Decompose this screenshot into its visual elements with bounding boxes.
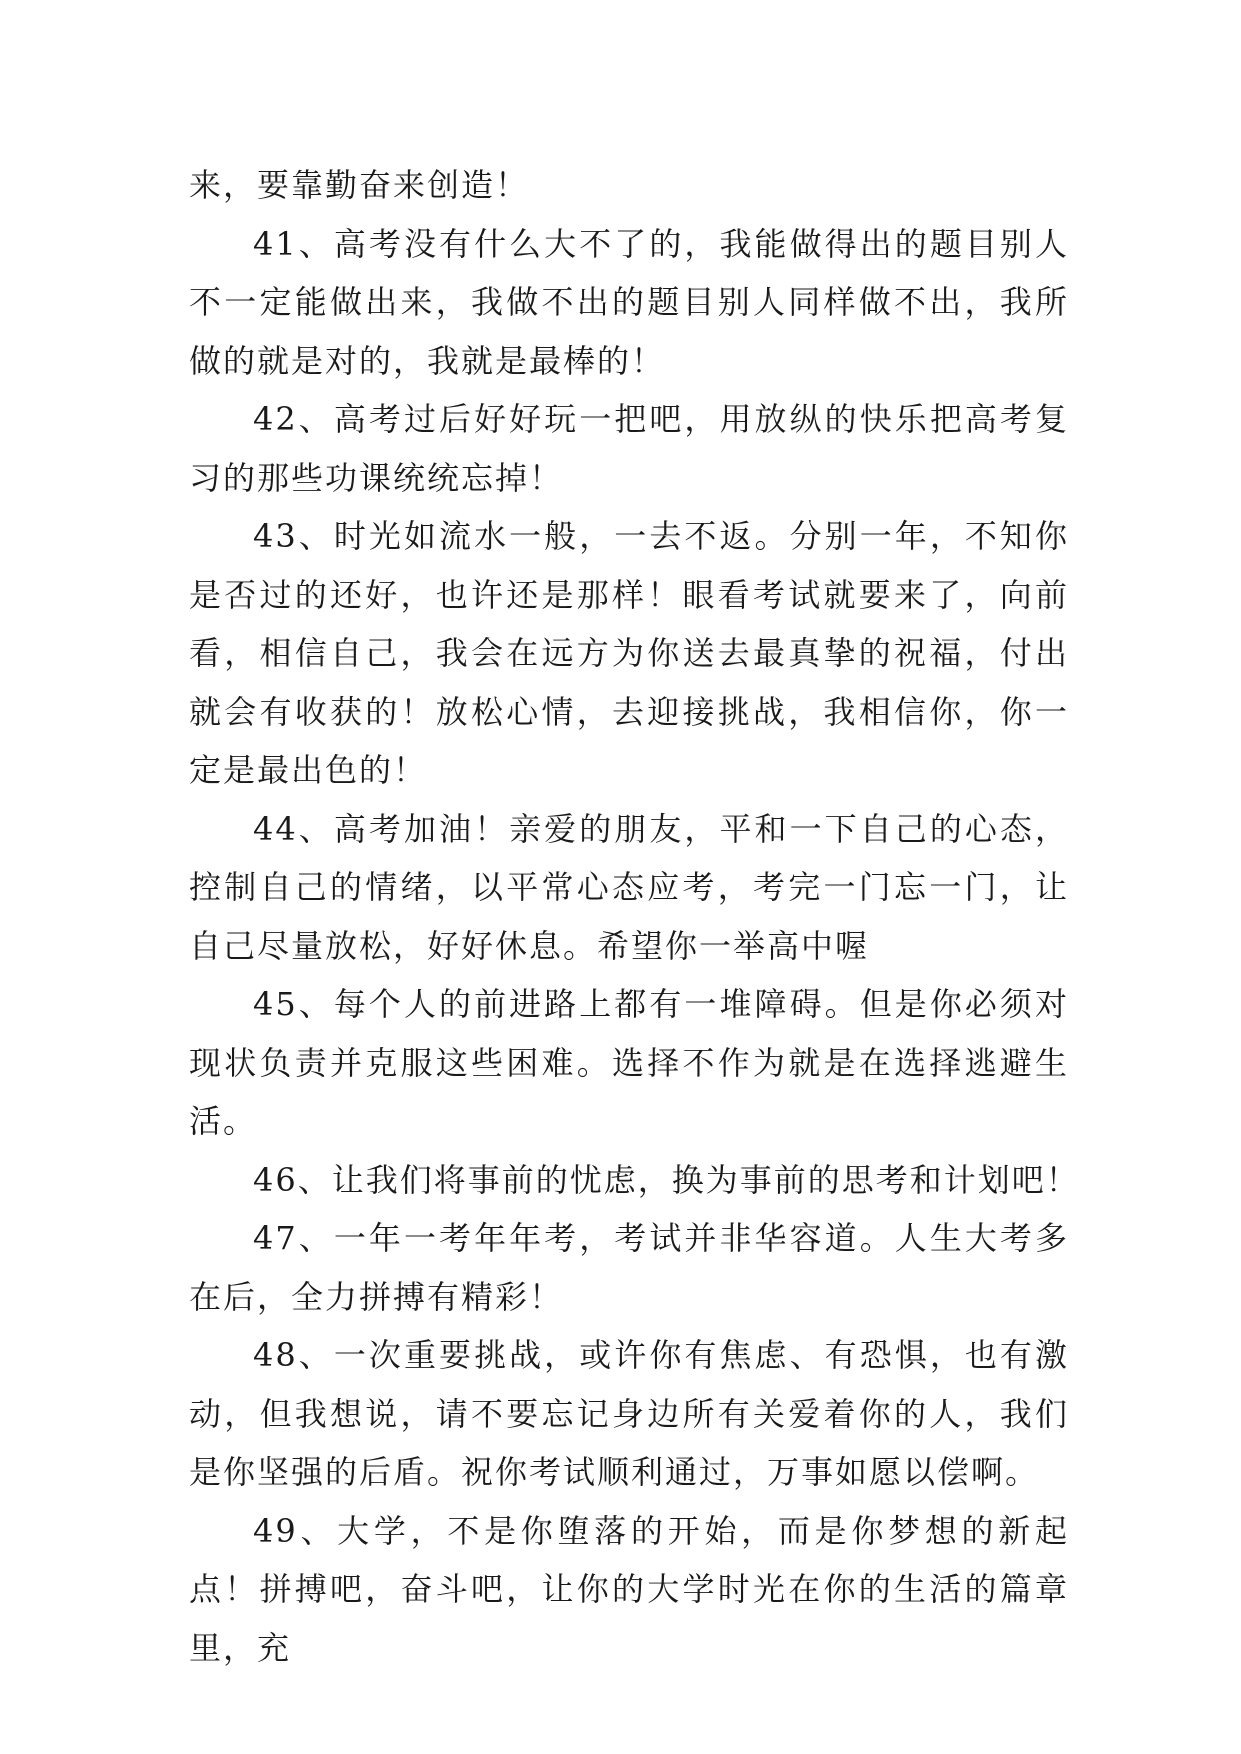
paragraph-42: 42、高考过后好好玩一把吧，用放纵的快乐把高考复习的那些功课统统忘掉！ [189, 400, 1069, 497]
paragraph-41: 41、高考没有什么大不了的，我能做得出的题目别人不一定能做出来，我做不出的题目别人同样做不出，我所做的就是对的，我就是最棒的！ [189, 224, 1069, 380]
paragraph-49: 49、大学，不是你堕落的开始，而是你梦想的新起点！拼搏吧，奋斗吧，让你的大学时光在你的生活的篇章里，充 [189, 1511, 1069, 1667]
paragraph-46: 46、让我们将事前的忧虑，换为事前的思考和计划吧！ [253, 1160, 1080, 1199]
body-text [189, 156, 1080, 1677]
paragraph-48: 48、一次重要挑战，或许你有焦虑、有恐惧，也有激动，但我想说，请不要忘记身边所有关爱着你的人，我们是你坚强的后盾。祝你考试顺利通过，万事如愿以偿啊。 [189, 1336, 1069, 1491]
paragraph-43: 43、时光如流水一般，一去不返。分别一年，不知你是否过的还好，也许还是那样！眼看考试就要来了，向前看，相信自己，我会在远方为你送去最真挚的祝福，付出就会有收获的！放松心情，去迎接挑战，我相信你，你一定是最出色的！ [189, 517, 1069, 789]
paragraph-continuation: 来，要靠勤奋来创造！ [189, 166, 530, 204]
paragraph-47: 47、一年一考年年考，考试并非华容道。人生大考多在后，全力拼搏有精彩！ [189, 1219, 1069, 1316]
paragraph-45: 45、每个人的前进路上都有一堆障碍。但是你必须对现状负责并克服这些困难。选择不作为就是在选择逃避生活。 [189, 985, 1069, 1140]
paragraph-44: 44、高考加油！亲爱的朋友，平和一下自己的心态，控制自己的情绪，以平常心态应考，考完一门忘一门，让自己尽量放松，好好休息。希望你一举高中喔 [189, 809, 1069, 965]
